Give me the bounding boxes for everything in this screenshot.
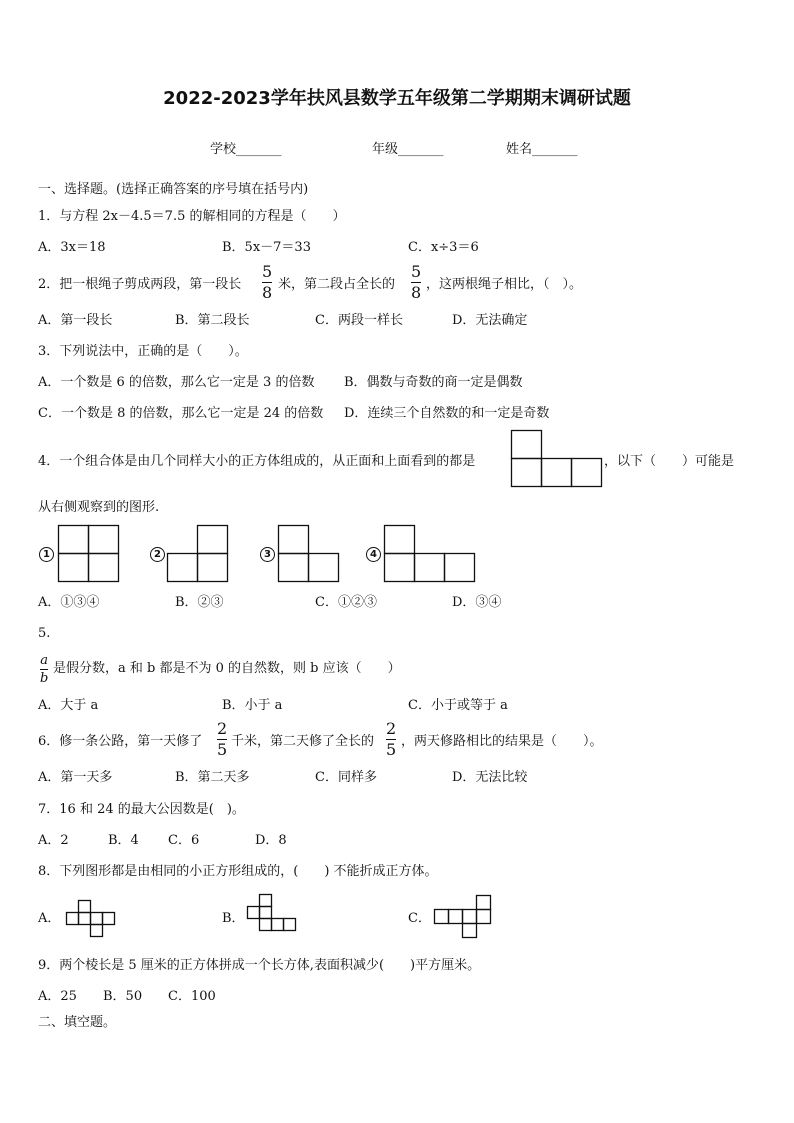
q6-option-a[interactable]: A．第一天多: [38, 770, 113, 785]
grade-field[interactable]: 年级_______: [372, 142, 444, 157]
q2-frac2-den: 8: [411, 283, 422, 302]
question-8-stem: 8．下列图形都是由相同的小正方形组成的，( ) 不能折成正方体。: [38, 864, 438, 879]
q1-option-b[interactable]: B．5x－7＝33: [222, 240, 311, 255]
q9-option-a[interactable]: A．25: [38, 989, 77, 1004]
q3-option-b[interactable]: B．偶数与奇数的商一定是偶数: [344, 375, 523, 390]
q5-fraction: [40, 654, 48, 685]
question-2-stem-a: 2．把一根绳子剪成两段，第一段长: [38, 277, 242, 292]
q5-frac-num: a: [40, 653, 49, 668]
q8-option-c[interactable]: C．: [408, 911, 431, 926]
question-1-stem: 1．与方程 2x－4.5＝7.5 的解相同的方程是（ ）: [38, 209, 346, 224]
q5-frac-den: b: [40, 671, 49, 686]
q4-option-a[interactable]: A．①③④: [38, 595, 100, 610]
q4-figure-label-2: 2: [150, 547, 165, 562]
q6-frac1-num: 2: [217, 719, 228, 738]
question-5-number: 5.: [38, 626, 51, 641]
q2-frac1-den: 8: [262, 283, 273, 302]
q4-option-b[interactable]: B．②③: [175, 595, 224, 610]
q4-figure-4[interactable]: [384, 525, 476, 583]
question-6-stem-c: ，两天修路相比的结果是（ ）。: [401, 734, 603, 749]
question-7-stem: 7．16 和 24 的最大公因数是( )。: [38, 802, 245, 817]
q2-fraction-1: [262, 264, 272, 301]
q7-option-a[interactable]: A．2: [38, 833, 69, 848]
question-3-stem: 3．下列说法中，正确的是（ ）。: [38, 344, 248, 359]
q2-option-d[interactable]: D．无法确定: [452, 313, 528, 328]
q4-figure-label-4: 4: [366, 547, 381, 562]
q2-option-a[interactable]: A．第一段长: [38, 313, 113, 328]
q1-option-a[interactable]: A．3x＝18: [38, 240, 106, 255]
q4-option-c[interactable]: C．①②③: [315, 595, 377, 610]
q8-net-c[interactable]: [433, 895, 493, 937]
q4-view-figure: [511, 430, 603, 490]
q5-option-b[interactable]: B．小于 a: [222, 698, 283, 713]
q4-figure-3[interactable]: [278, 525, 340, 583]
q3-option-a[interactable]: A．一个数是 6 的倍数，那么它一定是 3 的倍数: [38, 375, 315, 390]
q5-option-c[interactable]: C．小于或等于 a: [408, 698, 508, 713]
q6-fraction-2: [386, 721, 396, 758]
q4-figure-2[interactable]: [167, 525, 229, 583]
q8-net-a[interactable]: [65, 900, 117, 940]
q2-option-b[interactable]: B．第二段长: [175, 313, 250, 328]
q7-option-d[interactable]: D．8: [255, 833, 287, 848]
question-5-stem: 是假分数，a 和 b 都是不为 0 的自然数，则 b 应该（ ）: [53, 661, 401, 676]
q6-frac2-num: 2: [386, 719, 397, 738]
q4-figure-1[interactable]: [58, 525, 120, 583]
section-heading-choice: 一、选择题。(选择正确答案的序号填在括号内): [38, 182, 309, 197]
q4-option-d[interactable]: D．③④: [452, 595, 502, 610]
page-title: 2022-2023学年扶风县数学五年级第二学期期末调研试题: [163, 88, 631, 109]
q8-net-b[interactable]: [246, 894, 298, 934]
q6-fraction-1: [217, 721, 227, 758]
q8-option-a[interactable]: A．: [38, 911, 61, 926]
question-4-stem-c: 从右侧观察到的图形.: [38, 500, 160, 515]
q6-option-c[interactable]: C．同样多: [315, 770, 377, 785]
school-field[interactable]: 学校_______: [210, 142, 282, 157]
question-2-stem-c: ，这两根绳子相比，（ ）。: [426, 277, 583, 292]
q3-option-d[interactable]: D．连续三个自然数的和一定是奇数: [344, 406, 550, 421]
q6-option-b[interactable]: B．第二天多: [175, 770, 250, 785]
q6-option-d[interactable]: D．无法比较: [452, 770, 528, 785]
q2-fraction-2: [411, 264, 421, 301]
question-6-stem-a: 6．修一条公路，第一天修了: [38, 734, 203, 749]
question-4-stem-a: 4．一个组合体是由几个同样大小的正方体组成的，从正面和上面看到的都是: [38, 454, 476, 469]
q9-option-b[interactable]: B．50: [103, 989, 143, 1004]
q4-figure-label-1: 1: [39, 547, 54, 562]
q6-frac2-den: 5: [386, 740, 397, 759]
name-field[interactable]: 姓名_______: [506, 142, 578, 157]
question-9-stem: 9．两个棱长是 5 厘米的正方体拼成一个长方体,表面积减少( )平方厘米。: [38, 958, 481, 973]
q5-option-a[interactable]: A．大于 a: [38, 698, 99, 713]
q7-option-c[interactable]: C．6: [168, 833, 200, 848]
q6-frac1-den: 5: [217, 740, 228, 759]
q2-frac1-num: 5: [262, 262, 273, 281]
q8-option-b[interactable]: B．: [222, 911, 245, 926]
section-heading-fill: 二、填空题。: [38, 1015, 117, 1030]
q2-frac2-num: 5: [411, 262, 422, 281]
question-6-stem-b: 千米，第二天修了全长的: [231, 734, 375, 749]
q4-figure-label-3: 3: [260, 547, 275, 562]
q1-option-c[interactable]: C．x÷3＝6: [408, 240, 479, 255]
q3-option-c[interactable]: C．一个数是 8 的倍数，那么它一定是 24 的倍数: [38, 406, 324, 421]
q9-option-c[interactable]: C．100: [168, 989, 216, 1004]
question-2-stem-b: 米，第二段占全长的: [278, 277, 396, 292]
question-4-stem-b: ，以下（ ）可能是: [604, 454, 735, 469]
q7-option-b[interactable]: B．4: [108, 833, 139, 848]
q2-option-c[interactable]: C．两段一样长: [315, 313, 403, 328]
